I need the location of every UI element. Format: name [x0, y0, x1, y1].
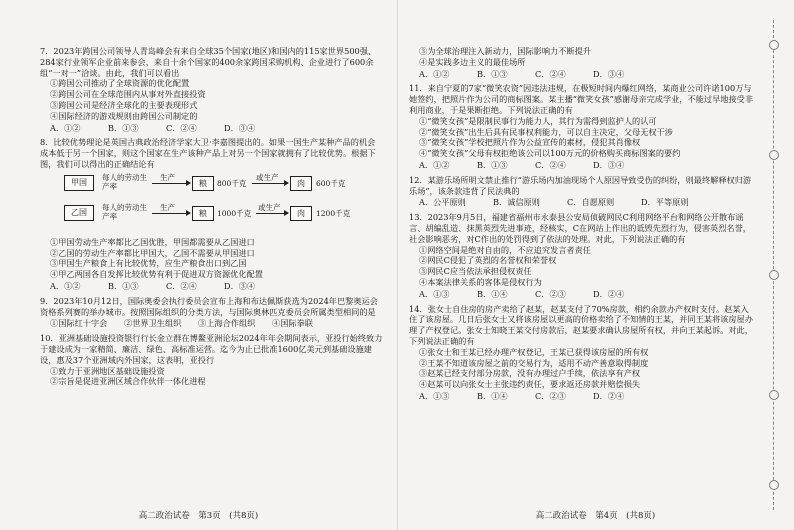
- choice-c: C．②③: [535, 390, 566, 401]
- choice-4: ④国际拳联: [272, 318, 313, 329]
- option: ②乙国的劳动生产率都比甲国大，乙国不需要从甲国进口: [50, 247, 255, 258]
- option: ③为全球治理注入新动力，国际影响力不断提升: [419, 46, 591, 56]
- answer-choices: [419, 160, 756, 171]
- question-stem: 13．2023年9月5日，福建省福州市永泰县公安局侦破网民C利用网络平台和网络公开散布谣言、胡编乱造、抹黑英烈先进事迹，经核实，C在网站上作出的诋毁先烈行为，侵害英烈名誉，社会影响恶劣，对C作出的处罚得到了依法的处理。对此，下列说法正确的有: [409, 212, 751, 244]
- option: ①网络空间是绝对自由的，不应追究发言者责任: [419, 244, 591, 255]
- choice-d: D．③④: [224, 280, 256, 291]
- productivity-label: 每人的劳动生产率: [102, 202, 147, 221]
- choice-b: B．①④: [477, 288, 508, 299]
- country-box-b: 乙国: [64, 205, 94, 221]
- option: ④“微笑女孩”父母有权拒绝该公司以100万元的价格购买商标图案的要约: [419, 148, 681, 159]
- choice-d: D．③④: [593, 159, 625, 170]
- choice-a: A．①②: [419, 159, 450, 170]
- choice-c: C．②③: [535, 288, 566, 299]
- option: ④甲乙两国各自发挥比较优势有利于促进双方资源优化配置: [50, 269, 263, 280]
- choice-b: B．①④: [477, 390, 508, 401]
- binding-hole-icon: [769, 270, 779, 280]
- or-produce-label: 或生产: [256, 172, 279, 182]
- answer-choices: [419, 391, 756, 402]
- produce-label: 生产: [160, 172, 175, 182]
- choice-a: A．①③: [419, 390, 450, 401]
- page-footer-right: 高二政治试卷 第4页 (共8页): [535, 511, 656, 522]
- question-13: [409, 212, 756, 299]
- choice-c: C．②④: [166, 280, 197, 291]
- question-stem: 14．张女士自住房的房产卖给了赵某，赵某支付了70%房款，相约余款办产权时支付。赵某入住了该房屋。几日后张女士又将该房屋以更高的价格卖给了不知情的王某，并同王某将该房屋办理了产权登记。张女士知晓王某交付房款后，赵某要求确认房屋所有权，并向王某起诉。对此，下列说法正确的有: [409, 303, 753, 346]
- choice-c: C．②④: [166, 122, 197, 133]
- choice-b: B．①③: [108, 122, 139, 133]
- answer-choices: [419, 289, 756, 300]
- option: ④是实践多边主义的最佳场所: [419, 56, 526, 67]
- option: ②“微笑女孩”出生后具有民事权利能力，可以自主决定，父母无权干涉: [419, 126, 673, 137]
- binding-hole-icon: [769, 150, 779, 160]
- option: ②跨国公司在全球范围内从事对外直接投资: [50, 89, 206, 100]
- answer-choices: [50, 281, 383, 292]
- option: ③赵某已经支付部分房款，没有办理过户手续，依法享有产权: [419, 368, 641, 379]
- answer-choices: [50, 318, 383, 329]
- question-stem: 12．某游乐场所明文禁止推行“游乐场内加油现场个人原因导致受伤的纠纷，则最终解释权归游乐场”，该条款违背了民法典的: [409, 174, 752, 196]
- choice-d: D．③④: [593, 68, 625, 79]
- answer-choices: [50, 123, 383, 134]
- option: ①“微笑女孩”是限制民事行为能力人，其行为需得到监护人的认可: [419, 115, 657, 126]
- question-8: [40, 137, 383, 291]
- choice-2: ②世界卫生组织: [124, 318, 182, 329]
- question-10: [40, 333, 383, 387]
- question-10-continued: [409, 46, 756, 79]
- choice-3: ③上海合作组织: [198, 318, 256, 329]
- answer-choices: [419, 197, 756, 208]
- meat-quantity: 1200千克: [316, 208, 351, 218]
- option: ④赵某可以向张女士主张违约责任，要求返还房款并赔偿损失: [419, 379, 641, 390]
- page-footer-left: 高二政治试卷 第3页 (共8页): [138, 511, 259, 522]
- choice-d: D．②④: [593, 288, 625, 299]
- choice-b: B．①③: [108, 280, 139, 291]
- option: ①跨国公司推动了全球资源的优化配置: [50, 78, 190, 89]
- question-stem: 8．比较优势理论是英国古典政治经济学家大卫·李嘉图提出的。如果一国生产某种产品的机会成本低于另一个国家，则这个国家在生产该种产品上对另一个国家就拥有了比较优势。根据下图，我们可以得出的正确结论有: [40, 137, 376, 169]
- choice-b: B．诚信原则: [493, 197, 540, 208]
- choice-1: ①国际红十字会: [50, 318, 108, 329]
- produce-label: 生产: [160, 202, 175, 212]
- grain-quantity: 1000千克: [217, 208, 252, 218]
- option: ②宗旨是促进亚洲区域合作伙伴一体化进程: [50, 376, 206, 387]
- option: ③跨国公司是经济全球化的主要表现形式: [50, 99, 198, 110]
- choice-c: C．②④: [535, 159, 566, 170]
- choice-b: B．①③: [477, 159, 508, 170]
- choice-d: D．③④: [224, 122, 256, 133]
- option: ③“微笑女孩”学校把照片作为公益宣传的素材，侵犯其肖像权: [419, 137, 641, 148]
- binding-hole-icon: [769, 390, 779, 400]
- choice-a: A．①②: [50, 280, 81, 291]
- binding-margin: [764, 0, 784, 530]
- grain-box: 粮: [192, 176, 214, 191]
- question-stem: 9．2023年10月12日，国际奥委会执行委员会宣布上海和布达佩斯获选为2024年巴黎奥运会资格系列赛的举办城市。按照国际组织的分类方法，与国际奥林匹克委员会所属类型相同的是: [40, 295, 378, 317]
- option: ③甲国生产粮食上有比较优势，应生产粮食出口到乙国: [50, 258, 247, 269]
- option: ①张女士和王某已经办理产权登记，王某已获得该房屋的所有权: [419, 346, 649, 357]
- comparative-advantage-diagram: [40, 173, 383, 233]
- question-7: [40, 46, 383, 133]
- country-box-a: 甲国: [64, 175, 94, 191]
- productivity-label: 每人的劳动生产率: [102, 172, 147, 191]
- option: ②王某不知道该房屋之前的交易行为，适用不动产善意取得制度: [419, 357, 649, 368]
- binding-hole-icon: [769, 40, 779, 50]
- question-9: [40, 296, 383, 329]
- question-11: [409, 83, 756, 170]
- meat-quantity: 600千克: [316, 178, 346, 188]
- choice-c: C．②④: [535, 68, 566, 79]
- meat-box: 肉: [290, 176, 312, 191]
- choice-d: D．②④: [593, 390, 625, 401]
- right-page: [397, 0, 794, 530]
- choice-c: C．自愿原则: [567, 197, 615, 208]
- option: ②网民C侵犯了英烈的名誉权和荣誉权: [419, 255, 557, 266]
- question-stem: 10．亚洲基础设施投资银行行长金立群在博鳌亚洲论坛2024年年会期间表示，亚投行始终致力于建设成为一家精简、廉洁、绿色、高标准运营。迄今为止已批准1600亿美元到基础设施建设，惠及37个亚洲域内外国家，这表明，亚投行: [40, 333, 383, 365]
- option: ④国际经济的游戏规则由跨国公司制定的: [50, 110, 198, 121]
- choice-a: A．①②: [50, 122, 81, 133]
- binding-dashed-line: [773, 20, 774, 510]
- grain-quantity: 800千克: [217, 178, 247, 188]
- question-stem: 7．2023年跨国公司领导人青岛峰会有来自全球35个国家(地区)和国内的115家世界500强、284家行业领军企业前来参会，来自十余个国家的400余家跨国采购机构、企业进行了600余组“一对一”洽谈。由此，我们可以看出: [40, 46, 377, 78]
- choice-a: A．公平原则: [419, 197, 466, 208]
- option: ③网民C应当依法承担侵权责任: [419, 266, 532, 277]
- grain-box: 粮: [192, 206, 214, 221]
- choice-b: B．①③: [477, 68, 508, 79]
- binding-hole-icon: [769, 480, 779, 490]
- choice-d: D．平等原则: [641, 197, 689, 208]
- answer-choices: [419, 69, 756, 80]
- choice-a: A．①③: [419, 288, 450, 299]
- question-14: [409, 304, 756, 402]
- option: ①甲国劳动生产率都比乙国优胜，甲国都需要从乙国进口: [50, 236, 255, 247]
- option: ④本案法律关系的客体是侵权行为: [419, 276, 542, 287]
- meat-box: 肉: [290, 206, 312, 221]
- choice-a: A．①②: [419, 68, 450, 79]
- option: ①致力于亚洲地区基础设施投资: [50, 365, 165, 376]
- question-12: [409, 175, 756, 208]
- or-produce-label: 或生产: [258, 202, 281, 212]
- question-stem: 11．来自宁夏的7家“微笑农资”因违法违规，在极短时间内爆红网络，某商业公司许诺100万与她签约，把照片作为公司的商标图案。某主播“微笑女孩”感谢母亲完成学业，不能过早地接受非利用商业，于是果断拒绝。下列说法正确的有: [409, 83, 754, 115]
